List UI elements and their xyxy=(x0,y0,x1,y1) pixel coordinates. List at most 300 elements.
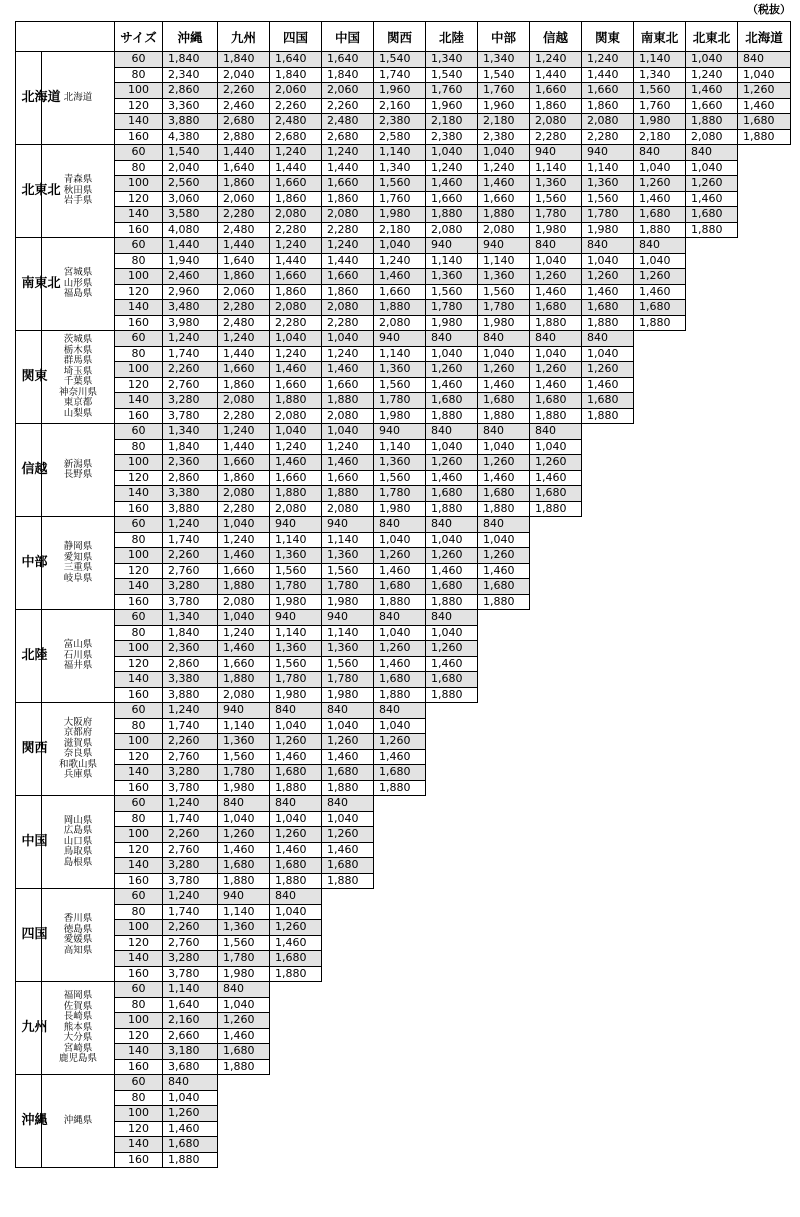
rate-cell: 840 xyxy=(218,796,270,812)
prefecture-name: 香川県 xyxy=(63,913,93,924)
rate-cell: 1,140 xyxy=(374,145,426,161)
table-row xyxy=(16,935,791,951)
rate-cell: 1,660 xyxy=(582,83,634,99)
empty-cell xyxy=(478,811,530,827)
empty-cell xyxy=(738,501,791,517)
empty-cell xyxy=(530,1044,582,1060)
empty-cell xyxy=(686,331,738,347)
empty-cell xyxy=(686,470,738,486)
empty-cell xyxy=(634,486,686,502)
origin-prefecture-list xyxy=(42,703,115,796)
rate-cell: 1,240 xyxy=(426,160,478,176)
rate-cell: 1,460 xyxy=(530,470,582,486)
empty-cell xyxy=(270,982,322,998)
prefecture-name: 鹿児島県 xyxy=(58,1053,97,1065)
empty-cell xyxy=(374,1044,426,1060)
rate-cell: 1,460 xyxy=(426,176,478,192)
rate-cell: 1,680 xyxy=(218,858,270,874)
rate-cell: 1,880 xyxy=(322,393,374,409)
empty-cell xyxy=(374,920,426,936)
empty-cell xyxy=(582,966,634,982)
empty-cell xyxy=(634,377,686,393)
destination-column-header: 九州 xyxy=(218,22,270,52)
rate-cell: 2,280 xyxy=(270,315,322,331)
destination-column-header: 南東北 xyxy=(634,22,686,52)
empty-cell xyxy=(686,827,738,843)
rate-cell: 1,040 xyxy=(686,52,738,68)
empty-cell xyxy=(738,641,791,657)
rate-cell: 1,560 xyxy=(530,191,582,207)
table-row xyxy=(16,982,791,998)
empty-cell xyxy=(738,269,791,285)
empty-cell xyxy=(374,1059,426,1075)
empty-cell xyxy=(582,1137,634,1153)
rate-cell: 1,260 xyxy=(582,362,634,378)
empty-cell xyxy=(582,982,634,998)
rate-cell: 1,460 xyxy=(374,656,426,672)
rate-cell: 1,340 xyxy=(374,160,426,176)
size-cell: 100 xyxy=(115,1106,163,1122)
rate-cell: 1,960 xyxy=(374,83,426,99)
rate-cell: 1,460 xyxy=(582,377,634,393)
empty-cell xyxy=(478,889,530,905)
table-row xyxy=(16,1044,791,1060)
empty-cell xyxy=(478,1013,530,1029)
empty-cell xyxy=(738,1137,791,1153)
rate-cell: 1,780 xyxy=(270,672,322,688)
rate-cell: 1,680 xyxy=(686,207,738,223)
table-row xyxy=(16,579,791,595)
rate-cell: 1,780 xyxy=(530,207,582,223)
empty-cell xyxy=(686,377,738,393)
size-cell: 140 xyxy=(115,1137,163,1153)
empty-cell xyxy=(686,935,738,951)
rate-cell: 1,040 xyxy=(426,346,478,362)
rate-cell: 840 xyxy=(426,331,478,347)
empty-cell xyxy=(686,563,738,579)
empty-cell xyxy=(426,1044,478,1060)
origin-prefecture-list xyxy=(42,982,115,1075)
rate-cell: 1,680 xyxy=(634,207,686,223)
rate-cell: 2,180 xyxy=(374,222,426,238)
rate-cell: 1,260 xyxy=(270,920,322,936)
empty-cell xyxy=(270,997,322,1013)
rate-cell: 940 xyxy=(270,610,322,626)
empty-cell xyxy=(426,765,478,781)
empty-cell xyxy=(322,920,374,936)
empty-cell xyxy=(426,966,478,982)
rate-cell: 2,080 xyxy=(582,114,634,130)
rate-cell: 840 xyxy=(530,424,582,440)
size-cell: 60 xyxy=(115,610,163,626)
empty-cell xyxy=(478,966,530,982)
rate-cell: 2,860 xyxy=(163,83,218,99)
table-row xyxy=(16,1090,791,1106)
size-cell: 120 xyxy=(115,191,163,207)
rate-cell: 3,280 xyxy=(163,765,218,781)
empty-cell xyxy=(634,455,686,471)
empty-cell xyxy=(686,842,738,858)
rate-cell: 1,660 xyxy=(270,176,322,192)
table-row xyxy=(16,284,791,300)
rate-cell: 1,680 xyxy=(530,486,582,502)
empty-cell xyxy=(686,315,738,331)
table-row xyxy=(16,470,791,486)
rate-cell: 2,080 xyxy=(322,207,374,223)
rate-cell: 1,560 xyxy=(218,749,270,765)
rate-cell: 1,260 xyxy=(163,1106,218,1122)
destination-column-header: 関東 xyxy=(582,22,634,52)
empty-cell xyxy=(738,780,791,796)
empty-cell xyxy=(582,517,634,533)
prefecture-name: 埼玉県 xyxy=(63,365,93,377)
empty-cell xyxy=(738,300,791,316)
rate-cell: 2,180 xyxy=(426,114,478,130)
empty-cell xyxy=(738,160,791,176)
empty-cell xyxy=(738,563,791,579)
rate-cell: 2,380 xyxy=(478,129,530,145)
rate-cell: 1,740 xyxy=(374,67,426,83)
size-cell: 140 xyxy=(115,858,163,874)
empty-cell xyxy=(374,1137,426,1153)
empty-cell xyxy=(686,532,738,548)
rate-cell: 2,060 xyxy=(270,83,322,99)
rate-cell: 1,460 xyxy=(163,1121,218,1137)
table-row xyxy=(16,98,791,114)
rate-cell: 1,940 xyxy=(163,253,218,269)
table-row xyxy=(16,858,791,874)
rate-cell: 2,260 xyxy=(163,920,218,936)
origin-region-label xyxy=(16,238,61,331)
rate-cell: 1,140 xyxy=(634,52,686,68)
empty-cell xyxy=(634,331,686,347)
rate-cell: 1,040 xyxy=(270,424,322,440)
rate-cell: 1,240 xyxy=(686,67,738,83)
empty-cell xyxy=(738,734,791,750)
empty-cell xyxy=(738,1059,791,1075)
rate-cell: 1,040 xyxy=(218,997,270,1013)
rate-cell: 1,560 xyxy=(478,284,530,300)
size-cell: 60 xyxy=(115,796,163,812)
empty-cell xyxy=(686,1106,738,1122)
empty-cell xyxy=(634,408,686,424)
rate-cell: 1,980 xyxy=(374,408,426,424)
rate-cell: 3,060 xyxy=(163,191,218,207)
size-cell: 160 xyxy=(115,408,163,424)
empty-cell xyxy=(686,579,738,595)
rate-cell: 1,660 xyxy=(270,377,322,393)
empty-cell xyxy=(270,1152,322,1168)
table-row xyxy=(16,238,791,254)
empty-cell xyxy=(582,904,634,920)
table-row xyxy=(16,145,791,161)
rate-cell: 840 xyxy=(426,610,478,626)
empty-cell xyxy=(686,1090,738,1106)
prefecture-name: 徳島県 xyxy=(63,923,93,935)
rate-cell: 1,040 xyxy=(686,160,738,176)
empty-cell xyxy=(322,1121,374,1137)
rate-cell: 840 xyxy=(270,889,322,905)
empty-cell xyxy=(738,889,791,905)
rate-cell: 1,540 xyxy=(374,52,426,68)
rate-cell: 1,640 xyxy=(163,997,218,1013)
rate-cell: 840 xyxy=(582,238,634,254)
rate-cell: 1,460 xyxy=(478,176,530,192)
destination-column-header: 中国 xyxy=(322,22,374,52)
rate-cell: 1,360 xyxy=(218,920,270,936)
table-row xyxy=(16,842,791,858)
rate-cell: 1,460 xyxy=(218,641,270,657)
empty-cell xyxy=(738,207,791,223)
rate-cell: 1,680 xyxy=(322,858,374,874)
empty-cell xyxy=(478,749,530,765)
empty-cell xyxy=(634,997,686,1013)
empty-cell xyxy=(634,1152,686,1168)
rate-cell: 1,660 xyxy=(322,176,374,192)
prefecture-name: 山口県 xyxy=(63,835,93,847)
size-cell: 140 xyxy=(115,765,163,781)
empty-cell xyxy=(686,501,738,517)
empty-cell xyxy=(634,703,686,719)
rate-cell: 1,040 xyxy=(478,439,530,455)
empty-cell xyxy=(686,253,738,269)
size-cell: 160 xyxy=(115,594,163,610)
size-cell: 160 xyxy=(115,1059,163,1075)
empty-cell xyxy=(426,889,478,905)
rate-cell: 840 xyxy=(530,238,582,254)
rate-cell: 1,680 xyxy=(426,486,478,502)
rate-cell: 1,680 xyxy=(426,672,478,688)
prefecture-name: 茨城県 xyxy=(63,334,93,345)
size-cell: 140 xyxy=(115,486,163,502)
rate-cell: 1,460 xyxy=(374,269,426,285)
empty-cell xyxy=(738,1044,791,1060)
empty-cell xyxy=(738,625,791,641)
rate-cell: 940 xyxy=(582,145,634,161)
empty-cell xyxy=(426,1059,478,1075)
empty-cell xyxy=(530,966,582,982)
rate-cell: 1,880 xyxy=(374,594,426,610)
origin-prefecture-list xyxy=(42,610,115,703)
rate-cell: 1,680 xyxy=(374,672,426,688)
origin-region-text: 信越 xyxy=(21,462,48,477)
empty-cell xyxy=(634,687,686,703)
rate-cell: 1,240 xyxy=(163,703,218,719)
empty-cell xyxy=(634,982,686,998)
origin-region-text: 北海道 xyxy=(21,90,61,105)
rate-cell: 1,040 xyxy=(478,532,530,548)
rate-cell: 1,880 xyxy=(426,207,478,223)
empty-cell xyxy=(582,920,634,936)
rate-cell: 1,680 xyxy=(738,114,791,130)
empty-cell xyxy=(322,1106,374,1122)
empty-cell xyxy=(322,904,374,920)
rate-cell: 1,140 xyxy=(374,346,426,362)
empty-cell xyxy=(738,920,791,936)
empty-cell xyxy=(374,1121,426,1137)
empty-cell xyxy=(478,982,530,998)
table-row xyxy=(16,1152,791,1168)
prefecture-name: 佐賀県 xyxy=(63,1000,93,1012)
table-row xyxy=(16,780,791,796)
empty-cell xyxy=(426,1075,478,1091)
rate-cell: 1,260 xyxy=(374,734,426,750)
rate-cell: 1,240 xyxy=(163,796,218,812)
empty-cell xyxy=(582,672,634,688)
size-cell: 100 xyxy=(115,362,163,378)
rate-cell: 1,460 xyxy=(322,455,374,471)
rate-cell: 1,680 xyxy=(530,300,582,316)
empty-cell xyxy=(530,1106,582,1122)
empty-cell xyxy=(738,408,791,424)
origin-region-text: 中部 xyxy=(21,555,48,570)
rate-cell: 1,360 xyxy=(374,362,426,378)
rate-cell: 1,460 xyxy=(478,377,530,393)
empty-cell xyxy=(478,1075,530,1091)
rate-cell: 840 xyxy=(530,331,582,347)
rate-cell: 2,960 xyxy=(163,284,218,300)
empty-cell xyxy=(582,1059,634,1075)
rate-cell: 1,260 xyxy=(374,641,426,657)
empty-cell xyxy=(322,1090,374,1106)
rate-cell: 1,880 xyxy=(478,594,530,610)
size-cell: 160 xyxy=(115,315,163,331)
size-cell: 100 xyxy=(115,641,163,657)
empty-cell xyxy=(686,300,738,316)
rate-cell: 1,640 xyxy=(270,52,322,68)
rate-cell: 1,880 xyxy=(634,222,686,238)
table-row xyxy=(16,160,791,176)
rate-cell: 2,360 xyxy=(163,641,218,657)
rate-cell: 1,780 xyxy=(270,579,322,595)
empty-cell xyxy=(530,904,582,920)
rate-cell: 3,280 xyxy=(163,393,218,409)
rate-cell: 1,880 xyxy=(582,315,634,331)
empty-cell xyxy=(634,935,686,951)
rate-cell: 1,440 xyxy=(322,253,374,269)
empty-cell xyxy=(634,1075,686,1091)
rate-cell: 1,880 xyxy=(322,780,374,796)
rate-cell: 1,040 xyxy=(426,532,478,548)
rate-cell: 3,580 xyxy=(163,207,218,223)
tax-exclusive-note: （税抜） xyxy=(747,3,791,16)
empty-cell xyxy=(478,1059,530,1075)
empty-cell xyxy=(374,966,426,982)
rate-cell: 940 xyxy=(374,424,426,440)
rate-cell: 1,040 xyxy=(374,625,426,641)
size-cell: 120 xyxy=(115,656,163,672)
empty-cell xyxy=(270,1137,322,1153)
empty-cell xyxy=(582,1044,634,1060)
rate-cell: 1,660 xyxy=(322,269,374,285)
rate-cell: 1,740 xyxy=(163,532,218,548)
rate-cell: 1,260 xyxy=(634,269,686,285)
empty-cell xyxy=(270,1059,322,1075)
rate-cell: 1,560 xyxy=(634,83,686,99)
rate-cell: 1,460 xyxy=(322,362,374,378)
rate-cell: 2,040 xyxy=(218,67,270,83)
rate-cell: 1,460 xyxy=(218,1028,270,1044)
rate-cell: 1,260 xyxy=(426,548,478,564)
rate-cell: 1,460 xyxy=(270,362,322,378)
size-cell: 120 xyxy=(115,563,163,579)
rate-cell: 840 xyxy=(270,796,322,812)
empty-cell xyxy=(478,703,530,719)
empty-cell xyxy=(686,1137,738,1153)
size-cell: 120 xyxy=(115,284,163,300)
rate-cell: 1,880 xyxy=(374,300,426,316)
empty-cell xyxy=(738,982,791,998)
empty-cell xyxy=(530,997,582,1013)
empty-cell xyxy=(738,1090,791,1106)
rate-cell: 1,040 xyxy=(270,811,322,827)
rate-cell: 2,060 xyxy=(322,83,374,99)
rate-cell: 1,040 xyxy=(322,331,374,347)
rate-cell: 1,840 xyxy=(322,67,374,83)
empty-cell xyxy=(686,1075,738,1091)
origin-region-text: 九州 xyxy=(21,1020,48,1035)
empty-cell xyxy=(738,191,791,207)
rate-cell: 1,980 xyxy=(322,687,374,703)
empty-cell xyxy=(322,935,374,951)
empty-cell xyxy=(738,842,791,858)
table-row xyxy=(16,439,791,455)
rate-cell: 1,040 xyxy=(478,145,530,161)
size-cell: 140 xyxy=(115,393,163,409)
empty-cell xyxy=(426,858,478,874)
empty-cell xyxy=(530,703,582,719)
table-row xyxy=(16,408,791,424)
rate-cell: 1,460 xyxy=(322,749,374,765)
rate-cell: 1,040 xyxy=(270,904,322,920)
table-row xyxy=(16,920,791,936)
rate-cell: 1,560 xyxy=(218,935,270,951)
prefecture-name: 宮城県 xyxy=(63,267,93,279)
rate-cell: 840 xyxy=(738,52,791,68)
empty-cell xyxy=(530,517,582,533)
rate-cell: 2,280 xyxy=(530,129,582,145)
rate-cell: 1,260 xyxy=(322,827,374,843)
rate-cell: 1,780 xyxy=(218,765,270,781)
empty-cell xyxy=(686,1044,738,1060)
empty-cell xyxy=(738,253,791,269)
empty-cell xyxy=(738,997,791,1013)
empty-cell xyxy=(686,284,738,300)
rate-cell: 2,460 xyxy=(218,98,270,114)
rate-cell: 1,240 xyxy=(322,145,374,161)
rate-cell: 1,980 xyxy=(374,501,426,517)
rate-cell: 840 xyxy=(686,145,738,161)
rate-cell: 1,780 xyxy=(322,579,374,595)
rate-cell: 1,980 xyxy=(478,315,530,331)
empty-cell xyxy=(582,532,634,548)
rate-cell: 1,660 xyxy=(686,98,738,114)
rate-cell: 1,460 xyxy=(218,548,270,564)
rate-cell: 2,680 xyxy=(322,129,374,145)
rate-cell: 2,160 xyxy=(163,1013,218,1029)
rate-cell: 1,880 xyxy=(218,873,270,889)
destination-column-header: 沖縄 xyxy=(163,22,218,52)
size-cell: 60 xyxy=(115,238,163,254)
empty-cell xyxy=(686,1059,738,1075)
rate-cell: 1,440 xyxy=(163,238,218,254)
rate-cell: 940 xyxy=(218,889,270,905)
rate-cell: 1,040 xyxy=(426,625,478,641)
rate-cell: 1,560 xyxy=(374,377,426,393)
origin-region-text: 北東北 xyxy=(21,183,61,198)
rate-cell: 1,140 xyxy=(218,718,270,734)
empty-cell xyxy=(374,1075,426,1091)
